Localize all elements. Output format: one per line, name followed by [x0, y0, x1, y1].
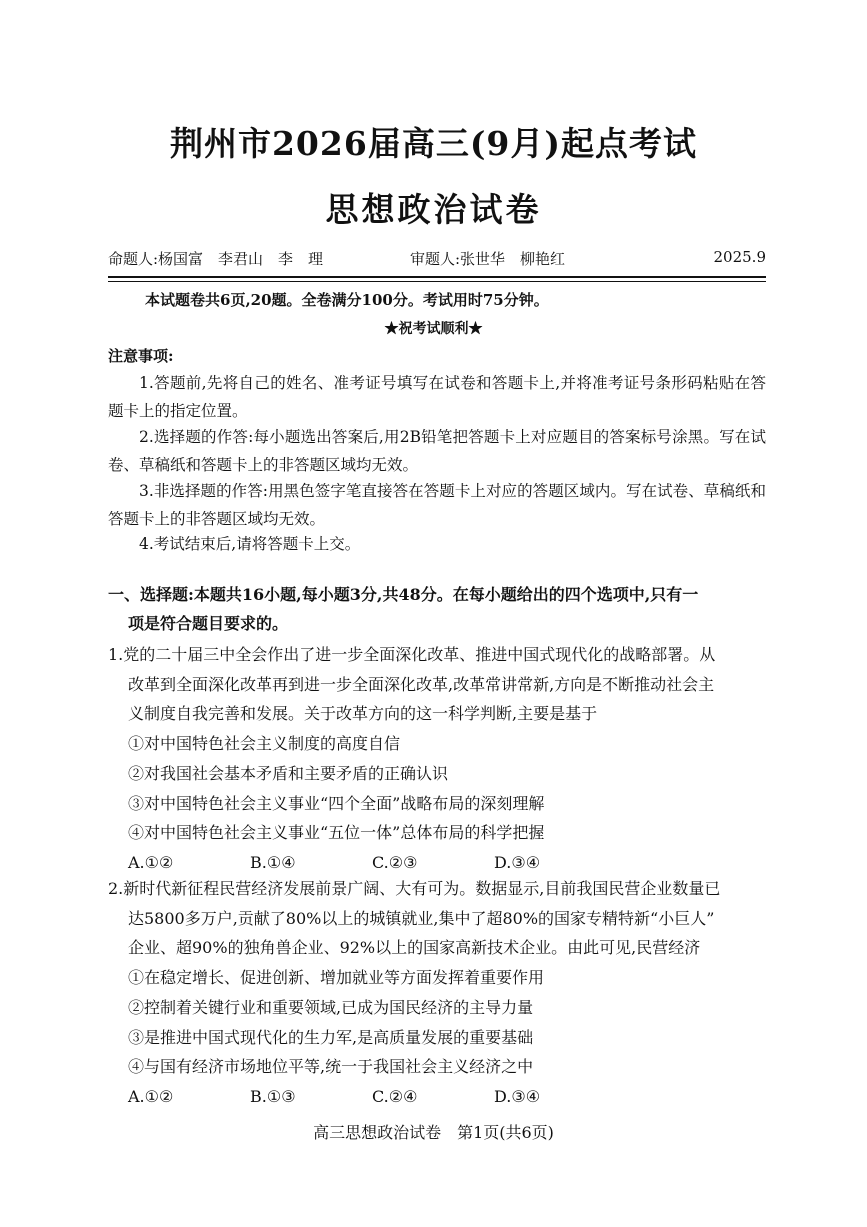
- option-b: B.①③: [250, 1086, 296, 1106]
- section-heading-line: 一、选择题:本题共16小题,每小题3分,共48分。在每小题给出的四个选项中,只有一: [108, 585, 699, 604]
- exam-date: 2025.9: [713, 248, 766, 266]
- question-stem: 改革到全面深化改革再到进一步全面深化改革,改革常讲常新,方向是不断推动社会主: [128, 674, 715, 694]
- notice-item: 2.选择题的作答:每小题选出答案后,用2B铅笔把答题卡上对应题目的答案标号涂黑。写在试卷、草稿纸和答题卡上的非答题区域均无效。: [108, 428, 766, 474]
- answer-options: [108, 1082, 768, 1112]
- exam-title: 荆州市2026届高三(9月)起点考试: [169, 124, 698, 163]
- statement: ④对中国特色社会主义事业“五位一体”总体布局的科学把握: [128, 823, 545, 843]
- option-c: C.②④: [372, 1086, 418, 1106]
- option-d: D.③④: [494, 852, 541, 872]
- setters: 命题人:杨国富 李君山 李 理: [108, 250, 324, 268]
- section-heading: [108, 580, 766, 638]
- header-divider: [108, 276, 766, 278]
- option-d: D.③④: [494, 1086, 541, 1106]
- option-b: B.①④: [250, 852, 296, 872]
- statement: ①在稳定增长、促进创新、增加就业等方面发挥着重要作用: [128, 968, 545, 988]
- notice-item: 1.答题前,先将自己的姓名、准考证号填写在试卷和答题卡上,并将准考证号条形码粘贴在答题卡上的指定位置。: [108, 374, 766, 420]
- exam-summary: 本试题卷共6页,20题。全卷满分100分。考试用时75分钟。: [145, 291, 549, 309]
- question-1: [108, 640, 768, 878]
- question-stem: 义制度自我完善和发展。关于改革方向的这一科学判断,主要是基于: [128, 704, 598, 724]
- header-divider-thin: [108, 281, 766, 282]
- reviewers: 审题人:张世华 柳艳红: [410, 250, 566, 268]
- notice-item: 3.非选择题的作答:用黑色签字笔直接答在答题卡上对应的答题区域内。写在试卷、草稿纸和答题卡上的非答题区域均无效。: [108, 482, 766, 528]
- question-stem: 2.新时代新征程民营经济发展前景广阔、大有可为。数据显示,目前我国民营企业数量已: [108, 879, 721, 898]
- subject-title: 思想政治试卷: [325, 190, 542, 229]
- notice-item: 4.考试结束后,请将答题卡上交。: [139, 535, 361, 553]
- statement: ④与国有经济市场地位平等,统一于我国社会主义经济之中: [128, 1057, 534, 1077]
- question-stem: 1.党的二十届三中全会作出了进一步全面深化改革、推进中国式现代化的战略部署。从: [108, 645, 716, 664]
- statement: ②对我国社会基本矛盾和主要矛盾的正确认识: [128, 763, 449, 783]
- notice-heading: 注意事项:: [108, 347, 174, 365]
- author-line: [108, 248, 766, 270]
- good-luck-line: ★祝考试顺利★: [384, 321, 483, 337]
- statement: ③是推进中国式现代化的生力军,是高质量发展的重要基础: [128, 1027, 534, 1047]
- question-stem: 企业、超90%的独角兽企业、92%以上的国家高新技术企业。由此可见,民营经济: [128, 938, 701, 958]
- statement: ①对中国特色社会主义制度的高度自信: [128, 734, 401, 754]
- option-a: A.①②: [128, 852, 174, 872]
- option-c: C.②③: [372, 852, 418, 872]
- section-heading-line: 项是符合题目要求的。: [128, 614, 289, 633]
- option-a: A.①②: [128, 1086, 174, 1106]
- page-footer: 高三思想政治试卷 第1页(共6页): [313, 1123, 554, 1142]
- question-2: [108, 874, 768, 1112]
- statement: ②控制着关键行业和重要领域,已成为国民经济的主导力量: [128, 997, 534, 1017]
- question-stem: 达5800多万户,贡献了80%以上的城镇就业,集中了超80%的国家专精特新“小巨人”: [128, 908, 715, 928]
- statement: ③对中国特色社会主义事业“四个全面”战略布局的深刻理解: [128, 793, 545, 813]
